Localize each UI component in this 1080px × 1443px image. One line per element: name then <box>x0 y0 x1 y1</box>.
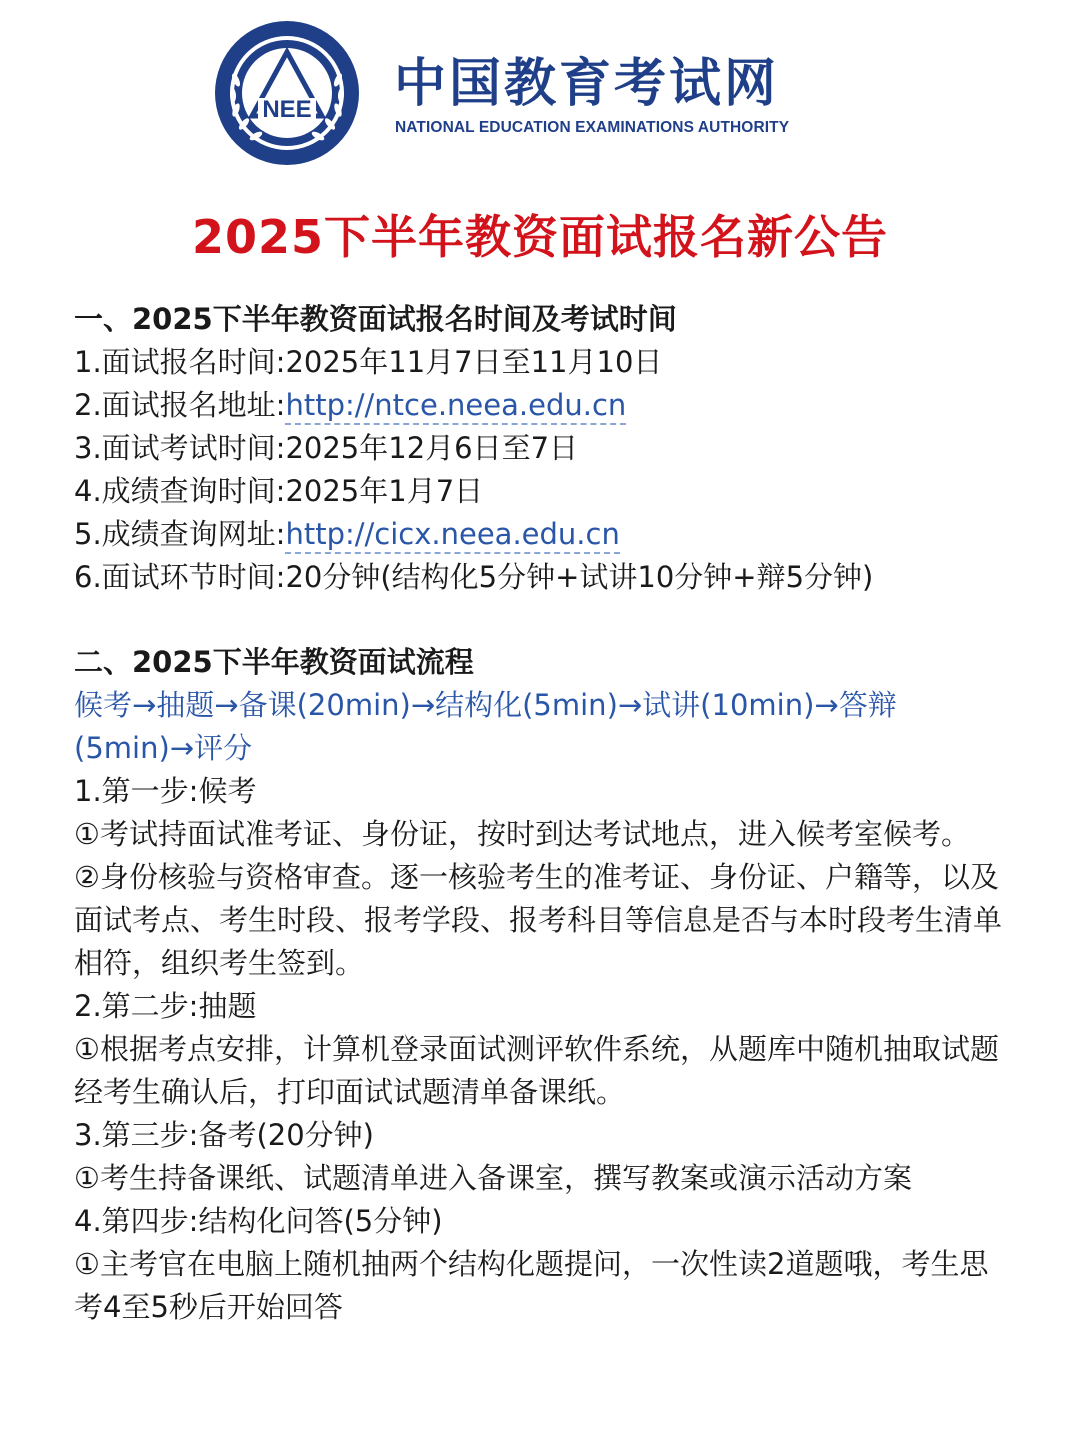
step3-title: 3.第三步:备考(20分钟) <box>74 1118 374 1152</box>
step1-paragraph-2: ②身份核验与资格审查。逐一核验考生的准考证、身份证、户籍等，以及面试考点、考生时段、报考学段、报考科目等信息是否与本时段考生清单相符，组织考生签到。 <box>74 860 1003 980</box>
section1-item-6: 6.面试环节时间:20分钟(结构化5分钟+试讲10分钟+辩5分钟) <box>74 560 874 594</box>
section1-item-4: 4.成绩查询时间:2025年1月7日 <box>74 474 484 508</box>
score-query-link[interactable]: http://cicx.neea.edu.cn <box>285 517 619 554</box>
section1-item-5 <box>74 513 1014 556</box>
section1-item-3: 3.面试考试时间:2025年12月6日至7日 <box>74 431 579 465</box>
page-title: 2025下半年教资面试报名新公告 <box>191 210 889 264</box>
neea-emblem-icon <box>214 20 360 166</box>
step2-paragraph-1: ①根据考点安排，计算机登录面试测评软件系统，从题库中随机抽取试题经考生确认后，打印面试试题清单备课纸。 <box>74 1032 999 1109</box>
step4-title: 4.第四步:结构化问答(5分钟) <box>74 1204 443 1238</box>
section1-item-5-label: 5.成绩查询网址: <box>74 517 286 551</box>
section1-heading: 一、2025下半年教资面试报名时间及考试时间 <box>74 302 677 336</box>
section1-item-1: 1.面试报名时间:2025年11月7日至11月10日 <box>74 345 663 379</box>
step3-paragraph-1: ①考生持备课纸、试题清单进入备课室，撰写教案或演示活动方案 <box>74 1161 912 1195</box>
brand-name-en: NATIONAL EDUCATION EXAMINATIONS AUTHORITY <box>395 119 790 136</box>
step1-title: 1.第一步:候考 <box>74 774 257 808</box>
step2-title: 2.第二步:抽题 <box>74 989 257 1023</box>
section1-item-2-label: 2.面试报名地址: <box>74 388 286 422</box>
emblem-text: NEE <box>262 96 312 123</box>
section1-item-2 <box>74 384 1014 427</box>
step1-paragraph-1: ①考试持面试准考证、身份证，按时到达考试地点，进入候考室候考。 <box>74 817 970 851</box>
brand-name-cn: 中国教育考试网 <box>394 54 780 114</box>
announcement-body <box>74 298 1014 1329</box>
registration-link[interactable]: http://ntce.neea.edu.cn <box>285 388 626 425</box>
section-spacer <box>74 599 1014 641</box>
step4-paragraph-1: ①主考官在电脑上随机抽两个结构化题提问，一次性读2道题哦，考生思考4至5秒后开始回答 <box>74 1247 989 1324</box>
process-flow: 候考→抽题→备课(20min)→结构化(5min)→试讲(10min)→答辩(5min)→评分 <box>74 688 897 765</box>
site-header <box>214 20 814 170</box>
section2-heading: 二、2025下半年教资面试流程 <box>74 645 474 679</box>
